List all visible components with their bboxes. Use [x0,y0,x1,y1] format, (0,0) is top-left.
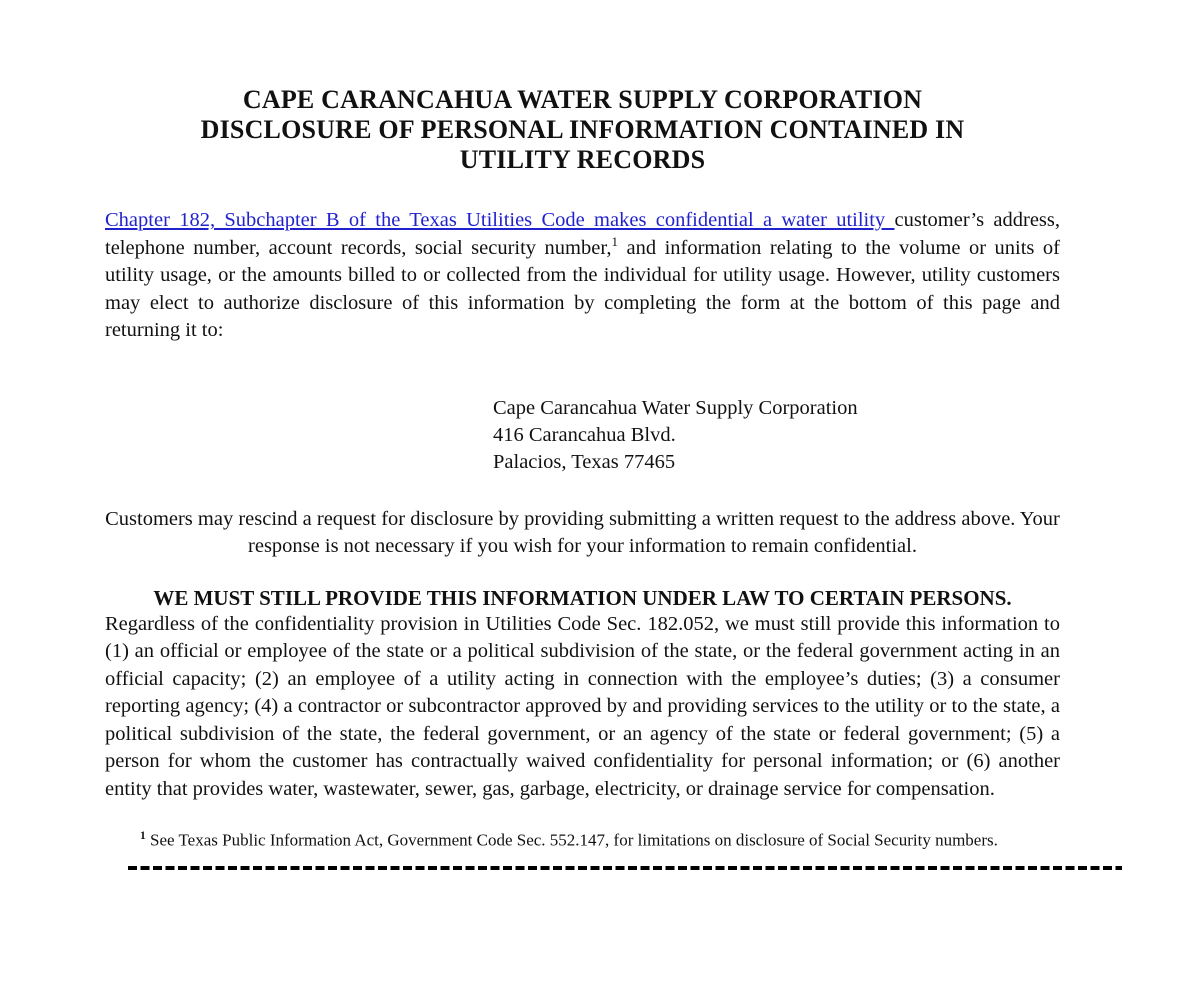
rescind-paragraph: Customers may rescind a request for disclosure by providing submitting a written request to the address above. Your response is not necessary if you wish for your information to remain confidential. [105,507,1060,557]
address-line-street: 416 Carancahua Blvd. [493,423,676,446]
law-section-heading: WE MUST STILL PROVIDE THIS INFORMATION UNDER LAW TO CERTAIN PERSONS. [153,585,1012,610]
document-title [105,85,1060,175]
mailing-address-block [493,395,1060,476]
footnote-reference-superscript: 1 [611,233,618,249]
address-line-corporation: Cape Carancahua Water Supply Corporation [493,396,858,419]
address-line-city-state-zip: Palacios, Texas 77465 [493,450,676,473]
law-section-body: Regardless of the confidentiality provision in Utilities Code Sec. 182.052, we must still provide this information to (1) an official or employee of the state or a political subdivision of the state, or the federal government acting in an official capacity; (2) an employee of a utility acting in connection with the employee’s duties; (3) a consumer reporting agency; (4) a contractor or subcontractor approved by and providing services to the utility or to the state, a political subdivision of the state, the federal government, or an agency of the state or federal government; (5) a person for whom the customer has contractually waived confidentiality for personal information; or (6) another entity that provides water, wastewater, sewer, gas, garbage, electricity, or drainage service for compensation. [105,612,1060,800]
footnote-text: See Texas Public Information Act, Government Code Sec. 552.147, for limitations on disclosure of Social Security numbers. [145,830,998,850]
footnote-paragraph [140,825,1060,852]
intro-text-after-footnote: and information relating to the volume or units of utility usage, or the amounts billed to or collected from the individual for utility usage. However, utility customers may elect to authorize disclosure of this information by completing the form at the bottom of this page and returning it to: [105,236,1060,341]
utilities-code-link[interactable]: Chapter 182, Subchapter B of the Texas Utilities Code makes confidential a water utility [105,209,895,231]
dashed-divider [128,866,1122,870]
document-title-line-1: CAPE CARANCAHUA WATER SUPPLY CORPORATION [242,85,923,114]
intro-text-before-footnote: customer’s address, telephone number, account records, social security number, [105,209,1060,259]
intro-paragraph [105,207,1060,345]
document-title-line-2: DISCLOSURE OF PERSONAL INFORMATION CONTAINED IN [200,115,965,144]
document-title-line-3: UTILITY RECORDS [459,145,706,174]
footnote-marker: 1 [140,830,146,842]
